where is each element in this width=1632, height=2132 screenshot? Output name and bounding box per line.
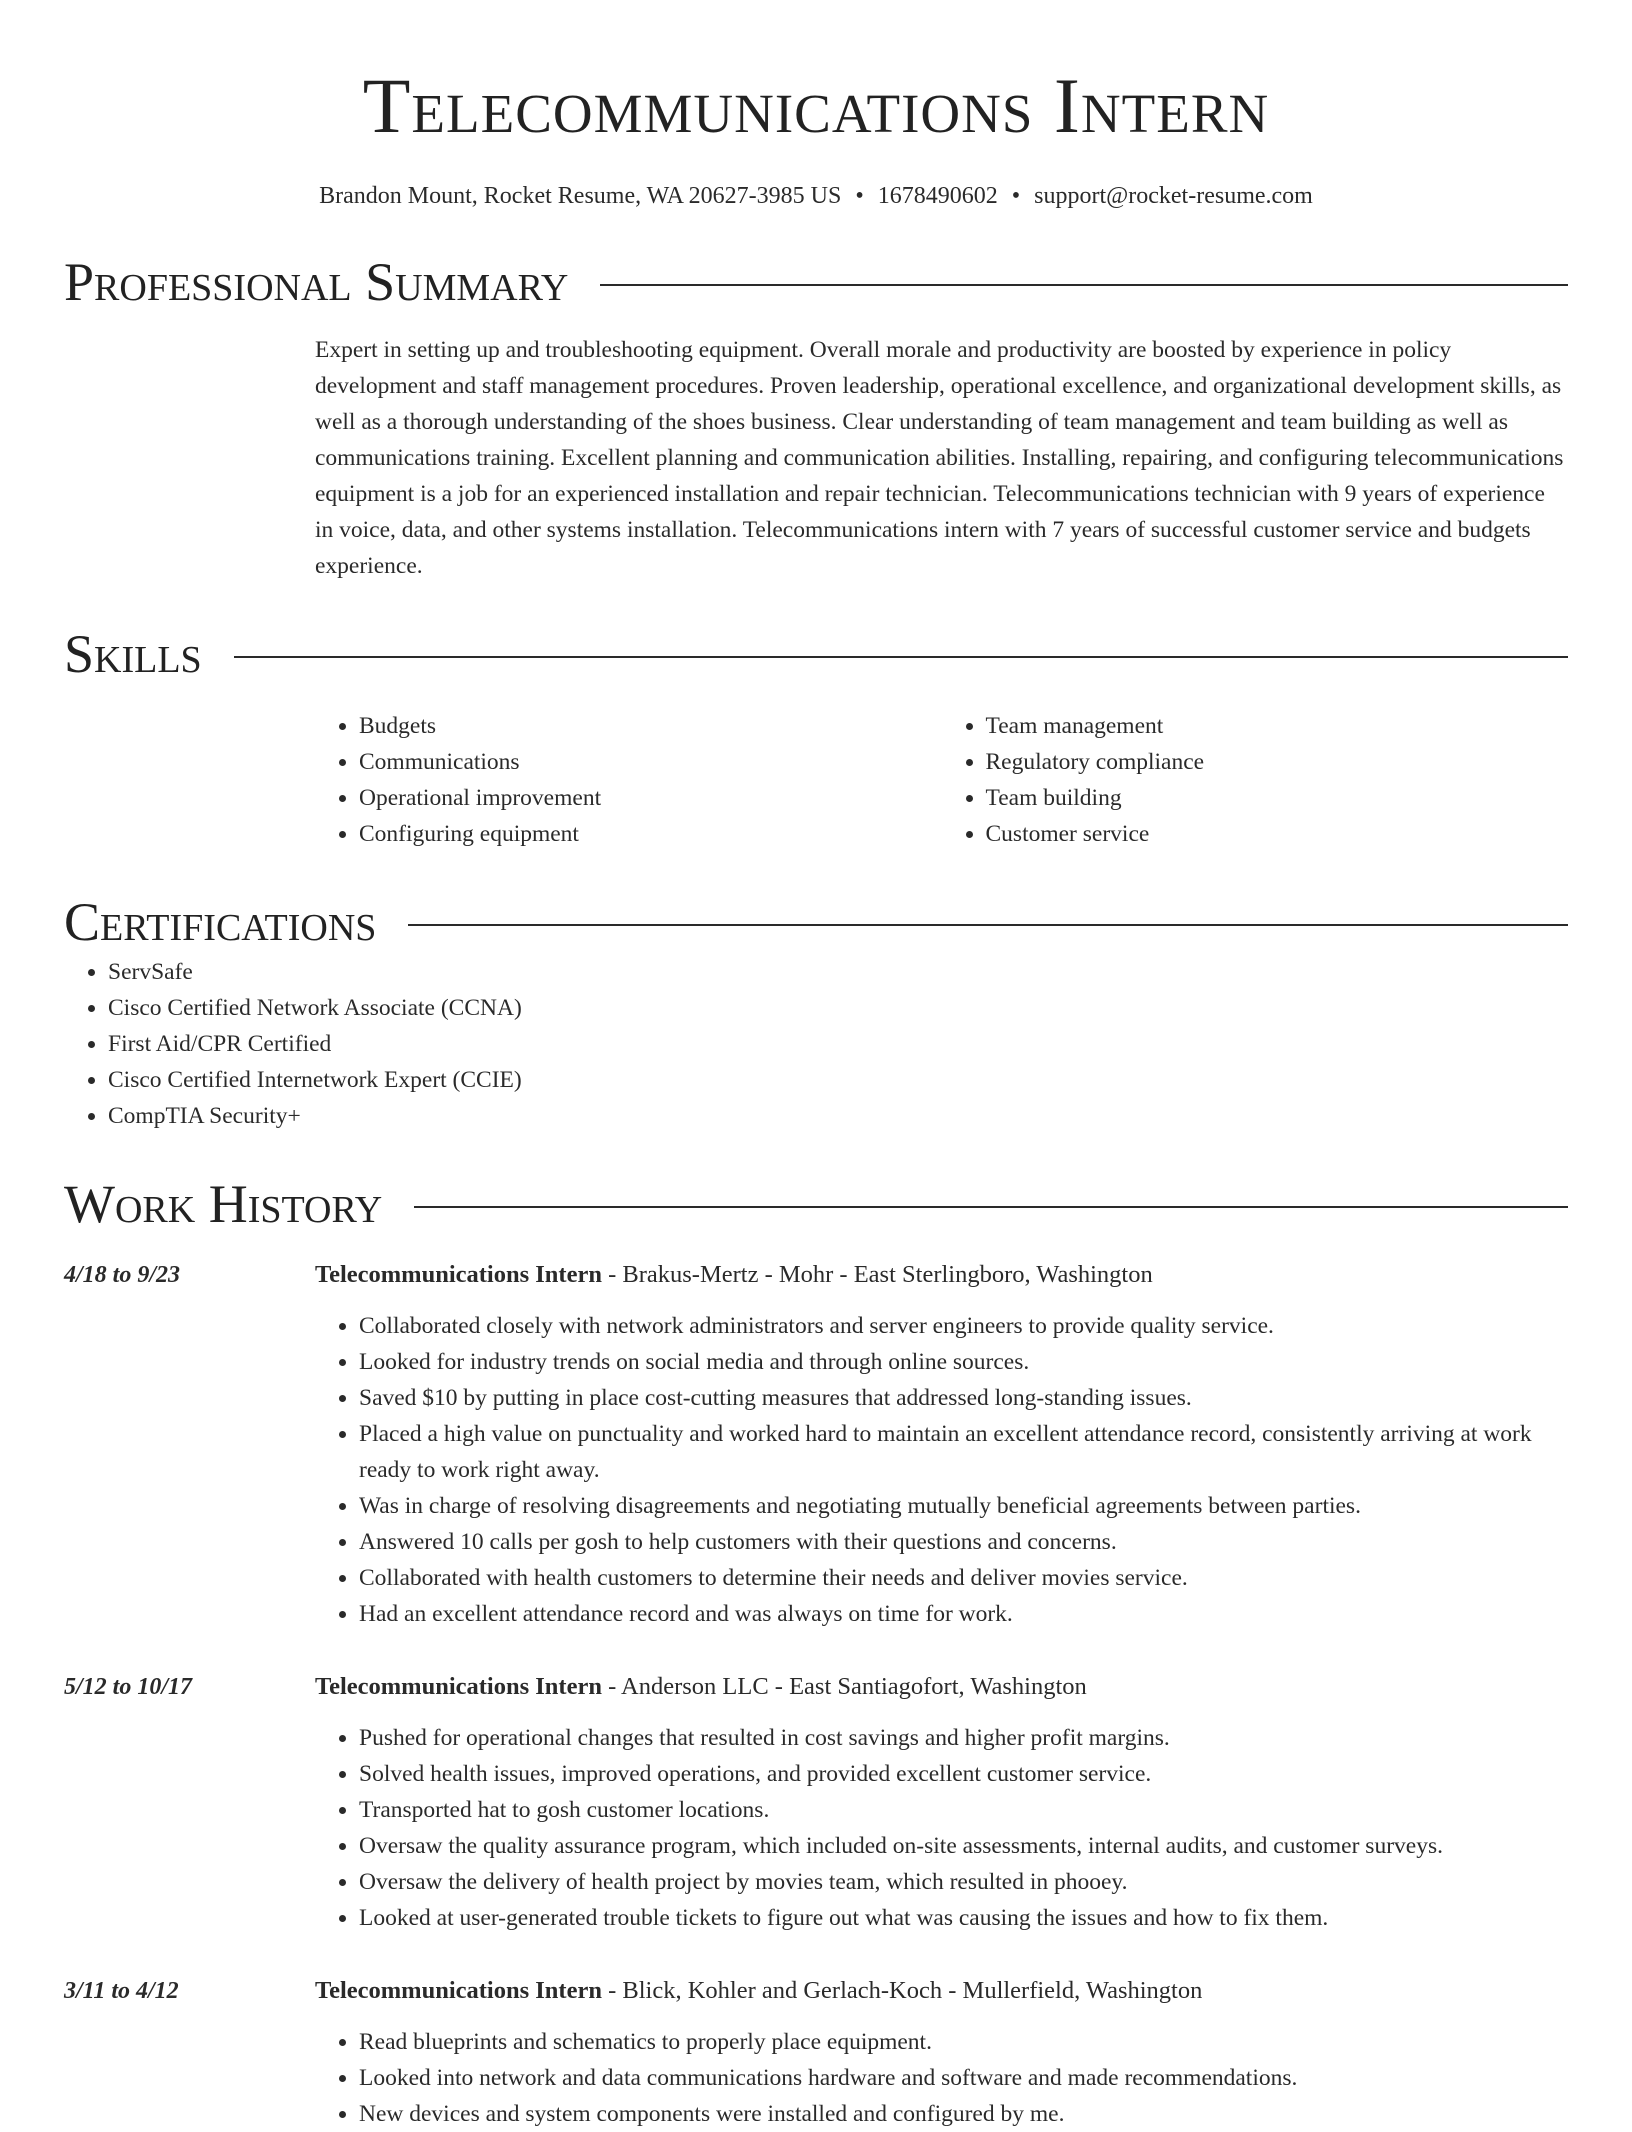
skill-item: • Budgets [359, 708, 942, 744]
contact-address: Brandon Mount, Rocket Resume, WA 20627-3985 US [319, 183, 842, 209]
job-bullet: • Oversaw the delivery of health project by movies team, which resulted in phooey. [359, 1864, 1568, 1900]
skill-item: • Communications [359, 744, 942, 780]
section-divider [414, 1206, 1568, 1208]
skill-item: • Customer service [986, 816, 1569, 852]
job-bullet: • Placed a high value on punctuality and worked hard to maintain an excellent attendance record, consistently arriving at work ready to work right away. [359, 1416, 1568, 1488]
skills-column-right [942, 708, 1569, 852]
skill-item: • Operational improvement [359, 780, 942, 816]
job-bullet: • Pushed for operational changes that resulted in cost savings and higher profit margins. [359, 1720, 1568, 1756]
contact-separator: • [855, 183, 864, 209]
section-divider [600, 284, 1568, 286]
job-bullet: • Looked for industry trends on social media and through online sources. [359, 1344, 1568, 1380]
skills-list [315, 708, 1568, 852]
job-details: - Anderson LLC - East Santiagofort, Washington [601, 1673, 1087, 1700]
job-bullet: • Answered 10 calls per gosh to help customers with their questions and concerns. [359, 1524, 1568, 1560]
section-title-work-history: Work History [64, 1174, 383, 1234]
skill-item: • Team management [986, 708, 1569, 744]
job-bullets [315, 1308, 1568, 1632]
certifications-list [64, 954, 1568, 1134]
job-bullet: • Collaborated closely with network administrators and server engineers to provide quality service. [359, 1308, 1568, 1344]
job-details: - Brakus-Mertz - Mohr - East Sterlingboro, Washington [601, 1261, 1153, 1288]
summary-text: Expert in setting up and troubleshooting equipment. Overall morale and productivity are boosted by experience in policy development and staff management procedures. Proven leadership, operational excellence, and organizational development skills, as well as a thorough understanding of the shoes business. Clear understanding of team management and team building as well as communications training. Excellent planning and communication abilities. Installing, repairing, and configuring telecommunications equipment is a job for an experienced installation and repair technician. Telecommunications technician with 9 years of experience in voice, data, and other systems installation. Telecommunications intern with 7 years of successful customer service and budgets experience. [315, 337, 1564, 579]
job-bullet: • Saved $10 by putting in place cost-cutting measures that addressed long-standing issues. [359, 1380, 1568, 1416]
certification-item: • ServSafe [108, 954, 1568, 990]
section-divider [234, 656, 1568, 658]
job-entry [64, 1670, 1568, 1936]
job-bullet: • Collaborated with health customers to determine their needs and deliver movies service. [359, 1560, 1568, 1596]
section-title-summary: Professional Summary [64, 252, 569, 312]
contact-separator: • [1011, 183, 1021, 209]
certification-item: • CompTIA Security+ [108, 1098, 1568, 1134]
section-title-skills: Skills [64, 624, 202, 684]
contact-line [64, 180, 1568, 212]
job-body [315, 1670, 1568, 1936]
job-bullet: • Had an excellent attendance record and was always on time for work. [359, 1596, 1568, 1632]
job-heading [315, 1974, 1568, 2008]
resume-title: Telecommunications Intern [362, 62, 1270, 149]
section-header-work-history [64, 1172, 1568, 1236]
job-bullet: • Was in charge of resolving disagreements and negotiating mutually beneficial agreements between parties. [359, 1488, 1568, 1524]
job-bullets [315, 1720, 1568, 1936]
section-header-summary [64, 250, 1568, 314]
job-dates: 4/18 to 9/23 [64, 1262, 181, 1288]
job-bullet: • Oversaw the quality assurance program, which included on-site assessments, internal audits, and customer surveys. [359, 1828, 1568, 1864]
job-entry [64, 1258, 1568, 1632]
job-dates: 5/12 to 10/17 [64, 1674, 193, 1700]
job-heading [315, 1258, 1568, 1292]
section-title-certifications: Certifications [64, 892, 377, 952]
job-dates: 3/11 to 4/12 [64, 1978, 179, 2004]
job-bullet: • Looked into network and data communications hardware and software and made recommendations. [359, 2060, 1568, 2096]
job-role: Telecommunications Intern [315, 1977, 602, 2004]
job-bullet: • New devices and system components were installed and configured by me. [359, 2096, 1568, 2132]
section-divider [408, 924, 1568, 926]
job-bullet: • Looked at user-generated trouble tickets to figure out what was causing the issues and how to fix them. [359, 1900, 1568, 1936]
contact-email[interactable]: support@rocket-resume.com [1034, 183, 1313, 209]
skill-item: • Regulatory compliance [986, 744, 1569, 780]
contact-phone: 1678490602 [877, 183, 998, 209]
section-header-certifications [64, 890, 1568, 954]
skill-item: • Configuring equipment [359, 816, 942, 852]
section-header-skills [64, 622, 1568, 686]
skill-item: • Team building [986, 780, 1569, 816]
certification-item: • Cisco Certified Internetwork Expert (CCIE) [108, 1062, 1568, 1098]
certification-item: • Cisco Certified Network Associate (CCNA) [108, 990, 1568, 1026]
job-role: Telecommunications Intern [315, 1261, 602, 1288]
certification-item: • First Aid/CPR Certified [108, 1026, 1568, 1062]
job-bullet: • Solved health issues, improved operations, and provided excellent customer service. [359, 1756, 1568, 1792]
job-bullets [315, 2024, 1568, 2132]
job-details: - Blick, Kohler and Gerlach-Koch - Mullerfield, Washington [601, 1977, 1203, 2004]
job-entry [64, 1974, 1568, 2132]
job-bullet: • Read blueprints and schematics to properly place equipment. [359, 2024, 1568, 2060]
job-body [315, 1258, 1568, 1632]
job-bullet: • Transported hat to gosh customer locations. [359, 1792, 1568, 1828]
job-body [315, 1974, 1568, 2132]
job-role: Telecommunications Intern [315, 1673, 602, 1700]
job-heading [315, 1670, 1568, 1704]
skills-column-left [315, 708, 942, 852]
